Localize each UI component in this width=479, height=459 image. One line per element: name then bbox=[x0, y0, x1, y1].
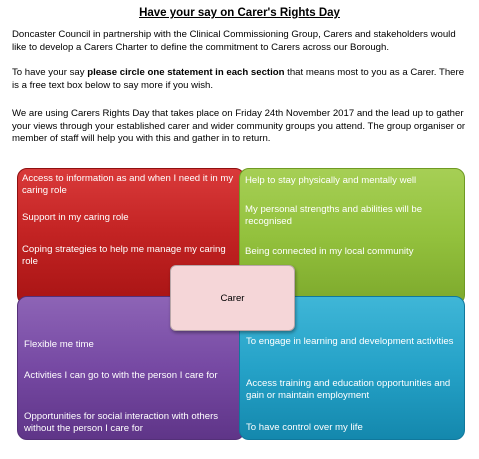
statement-strengths-recognised[interactable]: My personal strengths and abilities will be recognised bbox=[245, 204, 423, 227]
instructions-text-start: To have your say bbox=[12, 67, 88, 78]
statement-training-employment[interactable]: Access training and education opportunities and gain or maintain employment bbox=[246, 378, 451, 401]
instructions-paragraph bbox=[12, 67, 472, 92]
carer-center-label: Carer bbox=[220, 292, 245, 304]
statement-coping-strategies[interactable]: Coping strategies to help me manage my caring role bbox=[22, 244, 226, 267]
carer-center-box bbox=[170, 265, 295, 331]
rights-day-paragraph: We are using Carers Rights Day that takes place on Friday 24th November 2017 and the lead up to gather your views through your established carer and wider community groups you attend. The group organiser or member of staff will help you with this and gather in to return. bbox=[12, 108, 466, 144]
statement-local-community[interactable]: Being connected in my local community bbox=[245, 246, 414, 257]
page-title: Have your say on Carer's Rights Day bbox=[139, 7, 340, 19]
statement-social-interaction[interactable]: Opportunities for social interaction with others without the person I care for bbox=[24, 411, 219, 434]
statement-support-caring-role[interactable]: Support in my caring role bbox=[22, 212, 129, 223]
statement-physically-mentally-well[interactable]: Help to stay physically and mentally well bbox=[245, 175, 417, 186]
instructions-emphasis: please circle one statement in each section bbox=[87, 67, 285, 78]
instructions-text-end: that means most to you as a Carer. There is a free text box below to say more if you wish. bbox=[12, 67, 465, 91]
statement-learning-development[interactable]: To engage in learning and development activities bbox=[246, 336, 454, 347]
statement-access-information[interactable]: Access to information as and when I need it in my caring role bbox=[22, 173, 234, 196]
statement-control-over-life[interactable]: To have control over my life bbox=[246, 422, 363, 433]
statement-activities-with-cared[interactable]: Activities I can go to with the person I care for bbox=[24, 370, 218, 381]
intro-paragraph: Doncaster Council in partnership with the Clinical Commissioning Group, Carers and stakeholders would like to develop a Carers Charter to define the commitment to Carers across our Borough. bbox=[12, 29, 456, 53]
statement-flexible-time[interactable]: Flexible me time bbox=[24, 339, 94, 350]
